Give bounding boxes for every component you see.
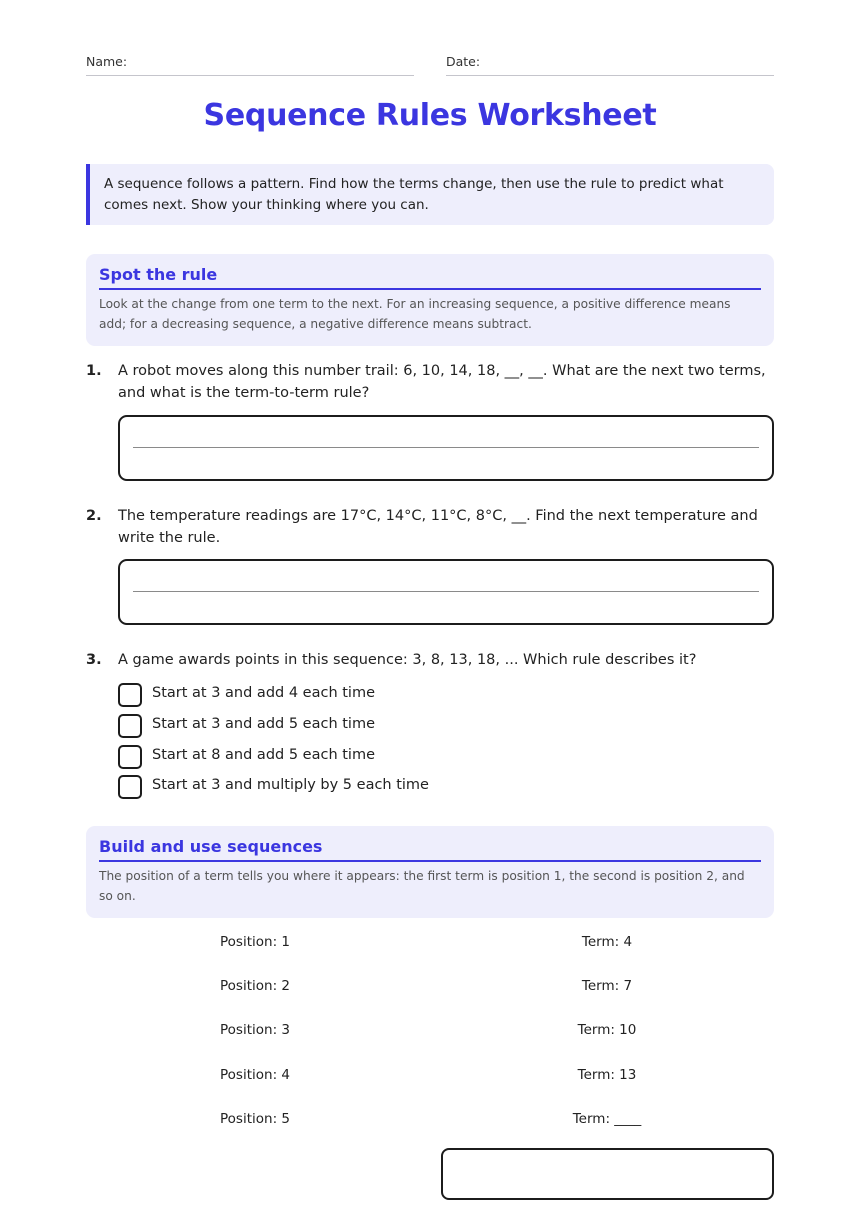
choice-label: Start at 8 and add 5 each time: [152, 747, 376, 763]
page-title: Sequence Rules Worksheet: [203, 98, 657, 133]
sequence-row: [0, 978, 860, 998]
position-cell: Position: 3: [220, 1022, 290, 1038]
section-description: The position of a term tells you where it appears: the first term is position 1, the second is position 2, and so on.: [99, 869, 745, 903]
header-fields: [86, 54, 774, 76]
section-spot-the-rule: [86, 254, 774, 346]
position-cell: Position: 4: [220, 1067, 290, 1083]
term-cell: Term: ____: [572, 1111, 642, 1127]
question-number: 3.: [86, 652, 102, 668]
sequence-row: [0, 1022, 860, 1042]
position-cell: Position: 2: [220, 978, 290, 994]
section-title: Spot the rule: [99, 265, 761, 290]
section-build-and-use: [86, 826, 774, 918]
checkbox[interactable]: [118, 745, 142, 769]
name-field[interactable]: [86, 54, 414, 76]
choice-label: Start at 3 and add 5 each time: [152, 716, 376, 732]
question-text: A game awards points in this sequence: 3, 8, 13, 18, ... Which rule describes it?: [118, 652, 697, 668]
section-description: Look at the change from one term to the next. For an increasing sequence, a positive difference means add; for a decreasing sequence, a negative difference means subtract.: [99, 297, 731, 331]
question-number: 2.: [86, 508, 102, 524]
question-1: [86, 360, 774, 404]
choice-label: Start at 3 and multiply by 5 each time: [152, 777, 429, 793]
checkbox[interactable]: [118, 775, 142, 799]
sequence-row: [0, 1067, 860, 1087]
checkbox[interactable]: [118, 683, 142, 707]
question-3: [86, 649, 774, 671]
answer-box-2[interactable]: [118, 559, 774, 625]
answer-line: [133, 447, 759, 448]
question-number: 1.: [86, 363, 102, 379]
position-cell: Position: 5: [220, 1111, 290, 1127]
sequence-row: [0, 934, 860, 954]
answer-box-1[interactable]: [118, 415, 774, 481]
section-title: Build and use sequences: [99, 837, 761, 862]
term-cell: Term: 10: [577, 1022, 637, 1038]
question-text: The temperature readings are 17°C, 14°C, 11°C, 8°C, __. Find the next temperature and write the rule.: [118, 508, 758, 546]
choice-label: Start at 3 and add 4 each time: [152, 685, 376, 701]
sequence-row: [0, 1111, 860, 1131]
checkbox[interactable]: [118, 714, 142, 738]
question-2: [86, 505, 774, 549]
term-cell: Term: 13: [577, 1067, 637, 1083]
position-cell: Position: 1: [220, 934, 290, 950]
term-cell: Term: 4: [581, 934, 633, 950]
term-cell: Term: 7: [581, 978, 633, 994]
date-label: Date:: [446, 54, 481, 69]
question-text: A robot moves along this number trail: 6, 10, 14, 18, __, __. What are the next two terms, and what is the term-to-term rule?: [118, 363, 766, 401]
answer-line: [133, 591, 759, 592]
intro-callout: A sequence follows a pattern. Find how the terms change, then use the rule to predict what comes next. Show your thinking where you can.: [86, 164, 774, 225]
answer-box-3[interactable]: [441, 1148, 774, 1200]
name-label: Name:: [86, 54, 128, 69]
date-field[interactable]: [446, 54, 774, 76]
